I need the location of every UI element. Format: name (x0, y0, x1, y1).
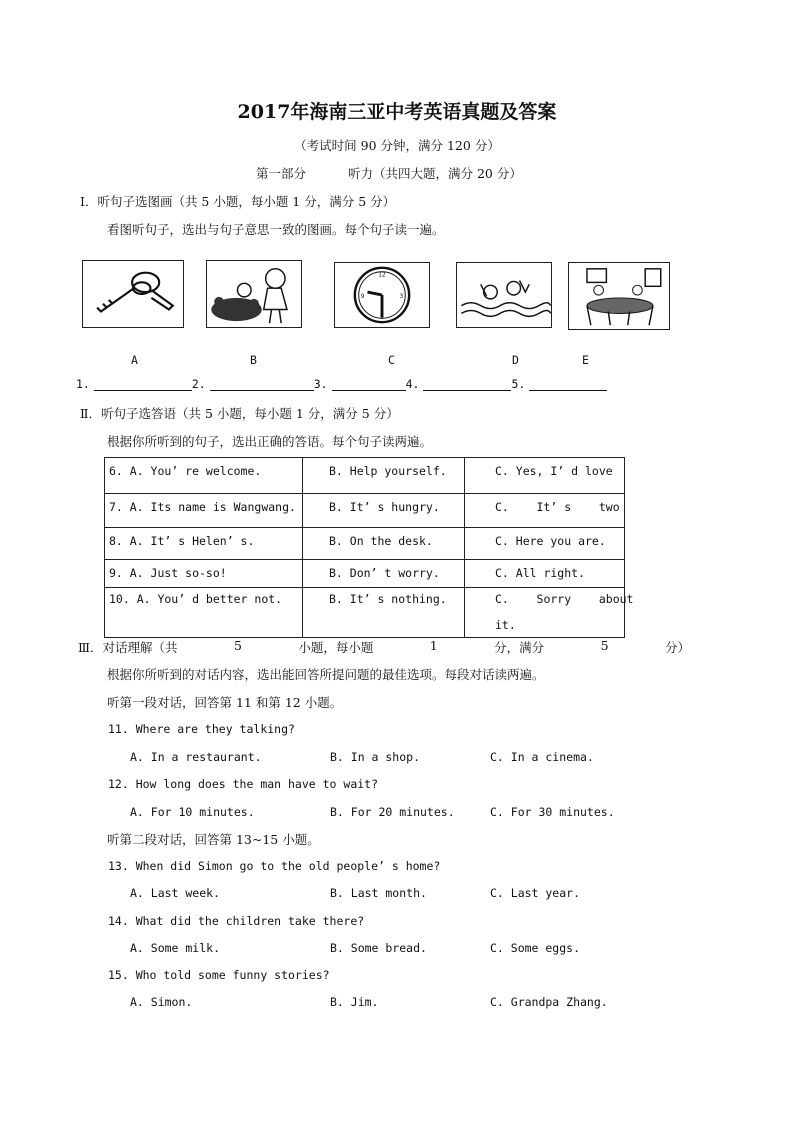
letter-a: A (131, 353, 138, 367)
heading-part: 5 (600, 638, 609, 653)
option-cell: B. Don’ t worry. (303, 560, 465, 588)
table-row (105, 494, 625, 528)
blank-4-num: 4. (405, 377, 420, 391)
q14-option-c: C. Some eggs. (490, 941, 581, 955)
section2-heading: Ⅱ．听句子选答语（共 5 小题，每小题 1 分，满分 5 分） (80, 406, 399, 421)
option-cell: 9. A. Just so-so! (105, 560, 303, 588)
options-table (104, 457, 634, 638)
blank-5[interactable] (529, 378, 607, 391)
picture-b-kids (206, 260, 302, 328)
option-cell: 8. A. It’ s Helen’ s. (105, 528, 303, 560)
children-icon (207, 261, 301, 327)
letter-d: D (512, 353, 519, 367)
heading-part: 1 (429, 638, 438, 653)
answer-blanks (76, 377, 607, 391)
svg-text:6: 6 (380, 315, 384, 322)
keys-icon (83, 261, 183, 327)
option-cell: B. It’ s nothing. (303, 588, 465, 638)
question-13: 13. When did Simon go to the old people’ s home? (108, 859, 441, 873)
blank-1-num: 1. (76, 377, 90, 391)
blank-3-num: 3. (313, 377, 328, 391)
letter-b: B (250, 353, 257, 367)
option-cell: 6. A. You’ re welcome. (105, 458, 303, 494)
table-row (105, 528, 625, 560)
heading-part: 分，满分 (494, 640, 545, 655)
q14-option-b: B. Some bread. (330, 941, 427, 955)
option-cell: C. All right. (465, 560, 625, 588)
heading-part: 小题，每小题 (298, 640, 374, 655)
q15-option-b: B. Jim. (330, 995, 379, 1009)
q11-option-b: B. In a shop. (330, 750, 421, 764)
page-title: 2017年海南三亚中考英语真题及答案 (237, 101, 557, 123)
option-cell: C. Here you are. (465, 528, 625, 560)
option-cell-multiline (465, 588, 634, 638)
q12-option-b: B. For 20 minutes. (330, 805, 455, 819)
section1-instruction: 看图听句子，选出与句子意思一致的图画。每个句子读一遍。 (107, 222, 445, 237)
q14-option-a: A. Some milk. (130, 941, 221, 955)
picture-d-swimming (456, 262, 552, 328)
heading-part: 5 (233, 638, 242, 653)
option-cell: B. It’ s hungry. (303, 494, 465, 528)
clock-icon (335, 263, 429, 327)
q13-option-a: A. Last week. (130, 886, 221, 900)
q12-option-a: A. For 10 minutes. (130, 805, 255, 819)
blank-2[interactable] (210, 378, 314, 391)
part1-label: 第一部分 (256, 166, 307, 181)
q12-option-c: C. For 30 minutes. (490, 805, 615, 819)
picture-c-clock (334, 262, 430, 328)
picture-a-keys (82, 260, 184, 328)
section1-heading: Ⅰ．听句子选图画（共 5 小题，每小题 1 分，满分 5 分） (80, 194, 396, 209)
question-12: 12. How long does the man have to wait? (108, 777, 379, 791)
table-row (105, 588, 625, 638)
blank-5-num: 5. (511, 377, 526, 391)
letter-e: E (582, 353, 589, 367)
section2-instruction: 根据你所听到的句子，选出正确的答语。每个句子读两遍。 (107, 434, 433, 449)
picture-e-dinner (568, 262, 670, 330)
question-14: 14. What did the children take there? (108, 914, 365, 928)
section3-heading (78, 638, 690, 656)
blank-3[interactable] (332, 378, 406, 391)
dinner-table-icon (569, 263, 669, 329)
section3-instruction: 根据你所听到的对话内容，选出能回答所提问题的最佳选项。每段对话读两遍。 (107, 667, 545, 682)
q13-option-b: B. Last month. (330, 886, 427, 900)
blank-4[interactable] (423, 378, 511, 391)
option-cell: 7. A. Its name is Wangwang. (105, 494, 303, 528)
svg-text:3: 3 (399, 293, 404, 300)
question-11: 11. Where are they talking? (108, 722, 295, 736)
question-15: 15. Who told some funny stories? (108, 968, 330, 982)
q13-option-c: C. Last year. (490, 886, 581, 900)
table-row (105, 458, 625, 494)
option-cell: B. On the desk. (303, 528, 465, 560)
option-c-line2: it. (495, 618, 516, 632)
swimming-icon (457, 263, 551, 327)
letter-c: C (388, 353, 395, 367)
svg-text:12: 12 (378, 272, 386, 279)
table-row (105, 560, 625, 588)
dialog1-intro: 听第一段对话，回答第 11 和第 12 小题。 (107, 695, 343, 710)
blank-2-num: 2. (191, 377, 206, 391)
option-cell: B. Help yourself. (303, 458, 465, 494)
q15-option-c: C. Grandpa Zhang. (490, 995, 608, 1009)
option-cell: 10. A. You’ d better not. (105, 588, 303, 638)
heading-part: 分） (664, 640, 690, 655)
q11-option-c: C. In a cinema. (490, 750, 594, 764)
option-cell: C. It’ s two (465, 494, 625, 528)
q11-option-a: A. In a restaurant. (130, 750, 262, 764)
q15-option-a: A. Simon. (130, 995, 193, 1009)
exam-info: （考试时间 90 分钟，满分 120 分） (294, 138, 500, 153)
dialog2-intro: 听第二段对话，回答第 13~15 小题。 (107, 832, 320, 847)
option-cell: C. Yes, I’ d love (465, 458, 625, 494)
heading-part: Ⅲ．对话理解（共 (78, 640, 178, 655)
svg-text:9: 9 (360, 293, 365, 300)
part1-name: 听力（共四大题，满分 20 分） (348, 166, 522, 181)
option-c-line1: C. Sorry about (495, 592, 634, 606)
blank-1[interactable] (94, 378, 192, 391)
